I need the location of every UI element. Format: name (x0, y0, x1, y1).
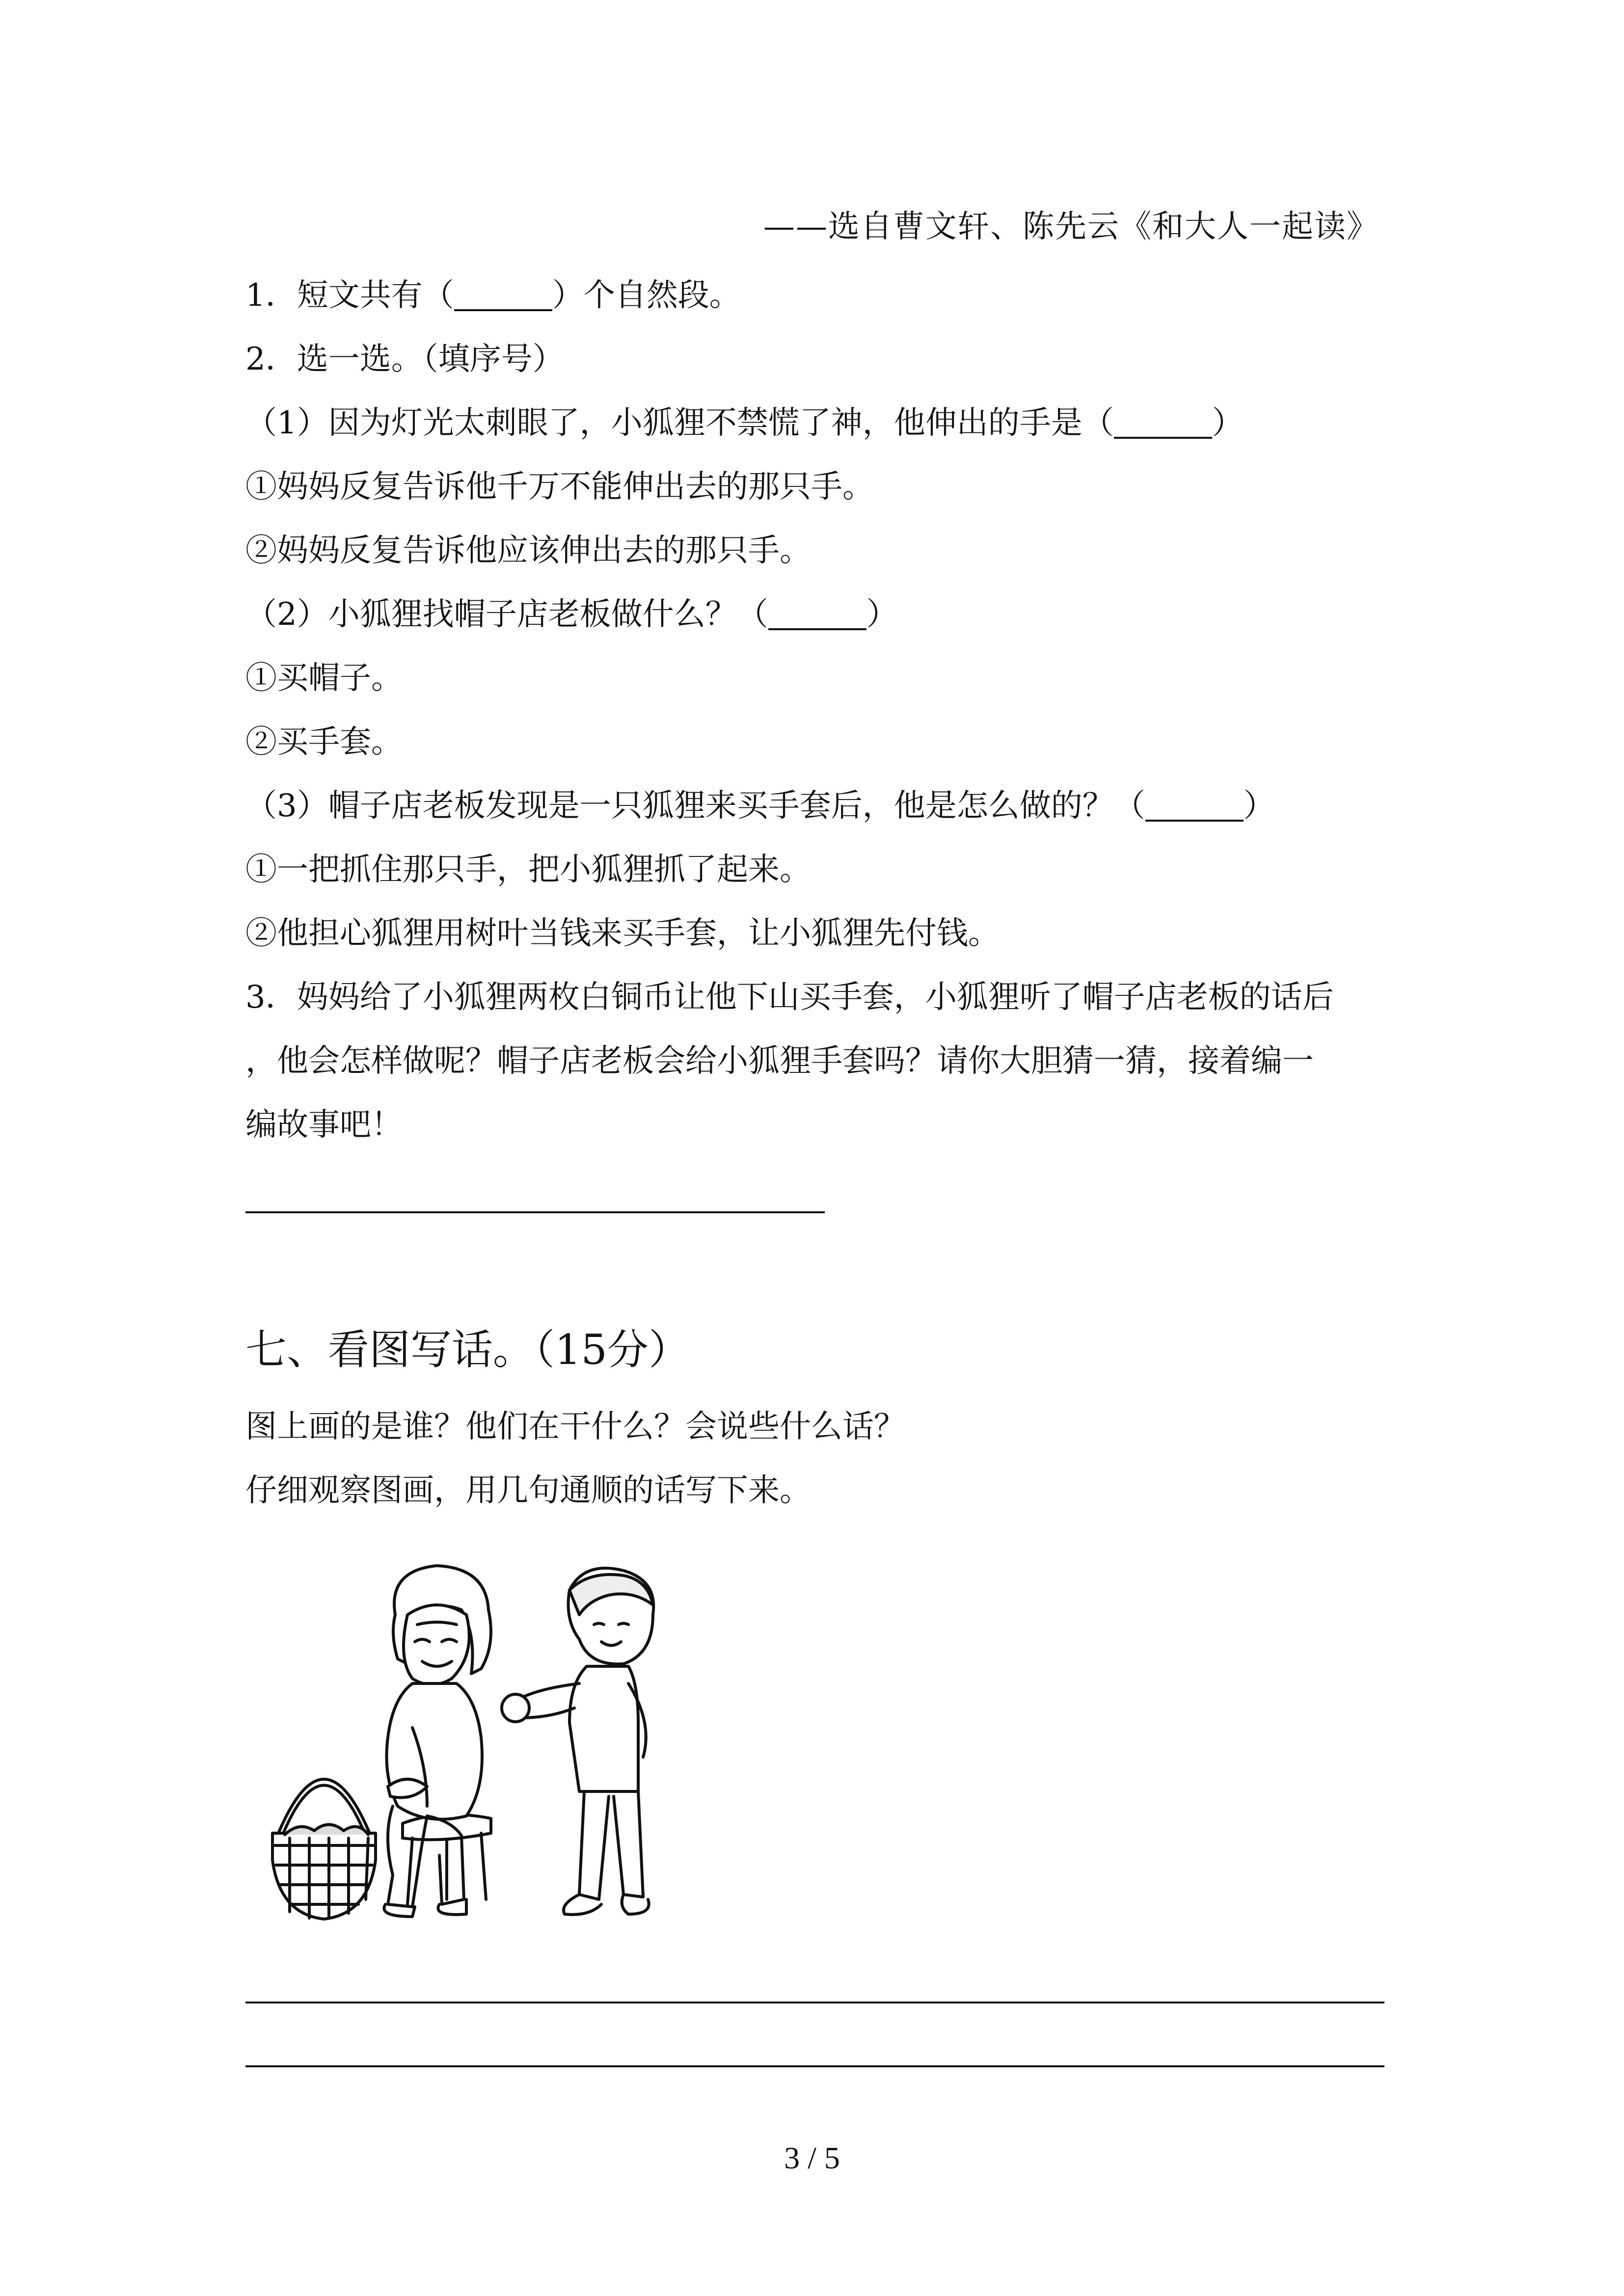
question-2-2-stem (245, 596, 898, 633)
question-1-text-after: ）个自然段。 (552, 277, 741, 314)
writing-line-1[interactable] (245, 2002, 1384, 2003)
question-2-2-blank[interactable] (768, 599, 866, 630)
question-2-3-option-1: ①一把抓住那只手，把小狐狸抓了起来。 (245, 852, 811, 888)
question-1-text-before: 1．短文共有（ (245, 277, 454, 314)
writing-line-2[interactable] (245, 2065, 1384, 2067)
question-2-title: 2．选一选。（填序号） (245, 341, 564, 377)
question-2-3-stem (245, 790, 1275, 822)
question-2-2-text-before: （2）小狐狸找帽子店老板做什么？（ (245, 596, 768, 633)
question-2-2-option-2: ②买手套。 (245, 724, 403, 760)
grandma-figure-icon (384, 1566, 491, 1917)
grandma-and-boy-illustration (265, 1561, 707, 1934)
question-2-3-option-2: ②他担心狐狸用树叶当钱来买手套，让小狐狸先付钱。 (245, 915, 1000, 952)
section-7-prompt-2: 仔细观察图画，用几句通顺的话写下来。 (245, 1472, 811, 1509)
question-2-2-text-after: ） (866, 596, 898, 633)
section-7-prompt-1: 图上画的是谁？他们在干什么？会说些什么话？ (245, 1409, 905, 1445)
question-2-2-option-1: ①买帽子。 (245, 660, 403, 696)
boy-figure-icon (502, 1568, 653, 1915)
question-3-line-1: 3．妈妈给了小狐狸两枚白铜币让他下山买手套，小狐狸听了帽子店老板的话后 (245, 979, 1334, 1015)
question-1-blank[interactable] (454, 280, 552, 311)
question-2-1-option-2: ②妈妈反复告诉他应该伸出去的那只手。 (245, 533, 811, 569)
question-2-3-blank[interactable] (1145, 790, 1244, 822)
question-1 (245, 277, 741, 314)
question-2-1-stem (245, 407, 1244, 439)
question-3-answer-line[interactable] (245, 1211, 825, 1213)
question-2-1-text-before: （1）因为灯光太刺眼了，小狐狸不禁慌了神，他伸出的手是（ (245, 405, 1114, 441)
question-3-line-3: 编故事吧！ (245, 1107, 403, 1143)
question-2-1-blank[interactable] (1114, 407, 1212, 439)
question-2-3-text-after: ） (1243, 788, 1275, 824)
page-number: 3 / 5 (784, 2140, 840, 2175)
source-citation: ——选自曹文轩、陈先云《和大人一起读》 (763, 209, 1379, 245)
section-7-title: 七、看图写话。（15分） (245, 1326, 690, 1374)
basket-icon (272, 1779, 376, 1919)
question-2-3-text-before: （3）帽子店老板发现是一只狐狸来买手套后，他是怎么做的？（ (245, 788, 1145, 824)
question-2-1-text-after: ） (1212, 405, 1244, 441)
question-2-1-option-1: ①妈妈反复告诉他千万不能伸出去的那只手。 (245, 469, 874, 505)
question-3-line-2: ，他会怎样做呢？帽子店老板会给小狐狸手套吗？请你大胆猜一猜，接着编一 (245, 1043, 1314, 1079)
